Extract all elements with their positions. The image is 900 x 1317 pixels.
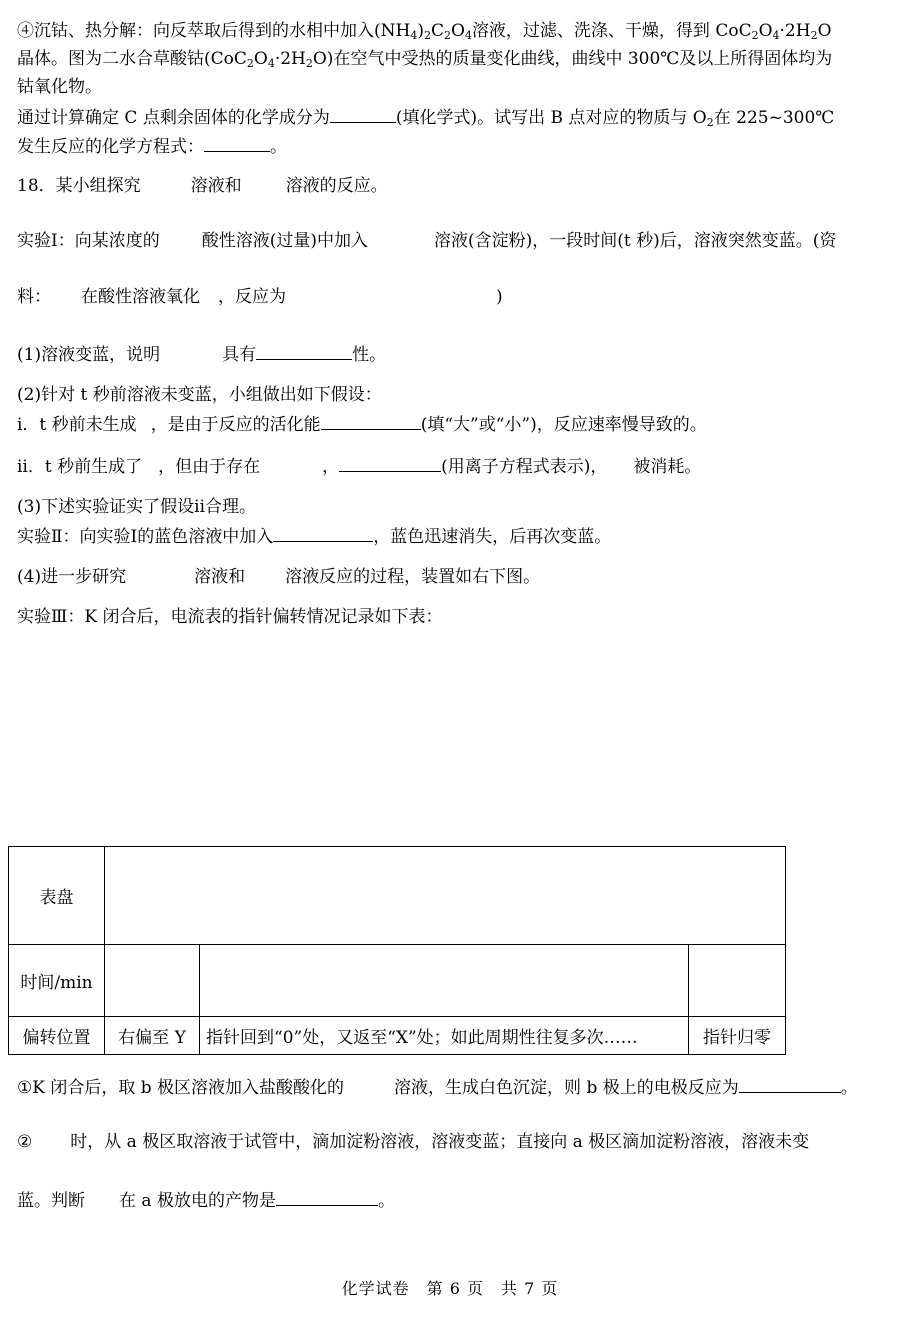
answer-blank-activation-energy[interactable] bbox=[321, 412, 421, 430]
answer-blank-discharge-product[interactable] bbox=[276, 1188, 378, 1206]
row-deflection-label: 偏转位置 bbox=[9, 1017, 105, 1055]
sec4-line-2: 晶体。图为二水合草酸钴$(CoC_2O_4\cdot 2H_2O)$在空气中受热的质量变化曲线，曲线中 300℃及以上所得固体均为 bbox=[17, 49, 833, 70]
q18-sub-2-cont: 蓝。判断 在 a 极放电的产物是 。 bbox=[17, 1188, 395, 1212]
q18-data-note: 料： 在酸性溶液氧化 ，反应为 ) bbox=[17, 287, 503, 307]
answer-blank-property[interactable] bbox=[256, 342, 352, 360]
deflection-cell-3: 指针归零 bbox=[689, 1017, 786, 1055]
answer-blank-equation[interactable] bbox=[204, 134, 270, 152]
q18-exp2: 实验Ⅱ：向实验Ⅰ的蓝色溶液中加入 ，蓝色迅速消失，后再次变蓝。 bbox=[17, 524, 611, 548]
sec4-line-3: 钴氧化物。 bbox=[17, 77, 102, 97]
sec4-line-5: 发生反应的化学方程式： 。 bbox=[17, 134, 287, 158]
time-cell-2 bbox=[200, 945, 689, 1017]
q18-hypothesis-1: ⅰ．t 秒前未生成 ，是由于反应的活化能 (填“大”或“小”)，反应速率慢导致的。 bbox=[17, 412, 707, 436]
row-time-label: 时间/min bbox=[9, 945, 105, 1017]
q18-exp1: 实验Ⅰ：向某浓度的 酸性溶液(过量)中加入 溶液(含淀粉)，一段时间(t 秒)后，溶液突然变蓝。(资 bbox=[17, 231, 837, 251]
page-footer: 化学试卷 第 6 页 共 7 页 bbox=[341, 1279, 559, 1298]
dial-images-cell bbox=[105, 847, 786, 945]
galvanometer-record-table bbox=[8, 846, 786, 1055]
q18-part3: (3)下述实验证实了假设ⅱ合理。 bbox=[17, 497, 256, 517]
q18-exp3: 实验Ⅲ：K 闭合后，电流表的指针偏转情况记录如下表： bbox=[17, 607, 443, 627]
answer-blank-c-point[interactable] bbox=[330, 105, 396, 123]
answer-blank-electrode-reaction[interactable] bbox=[739, 1075, 841, 1093]
q18-part1: (1)溶液变蓝，说明 具有 性。 bbox=[17, 342, 386, 366]
time-cell-3 bbox=[689, 945, 786, 1017]
q18-hypothesis-2: ⅱ．t 秒前生成了 ，但由于存在 ， (用离子方程式表示)， 被消耗。 bbox=[17, 454, 701, 478]
deflection-cell-1: 右偏至 Y bbox=[105, 1017, 200, 1055]
answer-blank-ionic-equation[interactable] bbox=[339, 454, 441, 472]
answer-blank-reagent[interactable] bbox=[273, 524, 373, 542]
q18-sub-2: ② 时，从 a 极区取溶液于试管中，滴加淀粉溶液，溶液变蓝；直接向 a 极区滴加淀粉溶液，溶液未变 bbox=[17, 1132, 810, 1152]
sec4-line-1: ④沉钴、热分解：向反萃取后得到的水相中加入$(NH_4)_2C_2O_4$溶液，过滤、洗涤、干燥，得到 $CoC_2O_4\cdot 2H_2O$ bbox=[17, 21, 832, 42]
q18-part2: (2)针对 t 秒前溶液未变蓝，小组做出如下假设： bbox=[17, 385, 382, 405]
q18-title: 18．某小组探究 溶液和 溶液的反应。 bbox=[17, 176, 388, 196]
row-dial-label: 表盘 bbox=[9, 847, 105, 945]
q18-sub-1: ①K 闭合后，取 b 极区溶液加入盐酸酸化的 溶液，生成白色沉淀，则 b 极上的电极反应为 。 bbox=[17, 1075, 858, 1099]
q18-part4: (4)进一步研究 溶液和 溶液反应的过程，装置如右下图。 bbox=[17, 567, 541, 587]
deflection-cell-2: 指针回到“0”处，又返至“X”处；如此周期性往复多次…… bbox=[200, 1017, 689, 1055]
sec4-line-4: 通过计算确定 C 点剩余固体的化学成分为 (填化学式)。试写出 B 点对应的物质与 $O_2$在 225~300℃ bbox=[17, 105, 834, 129]
time-cell-1 bbox=[105, 945, 200, 1017]
